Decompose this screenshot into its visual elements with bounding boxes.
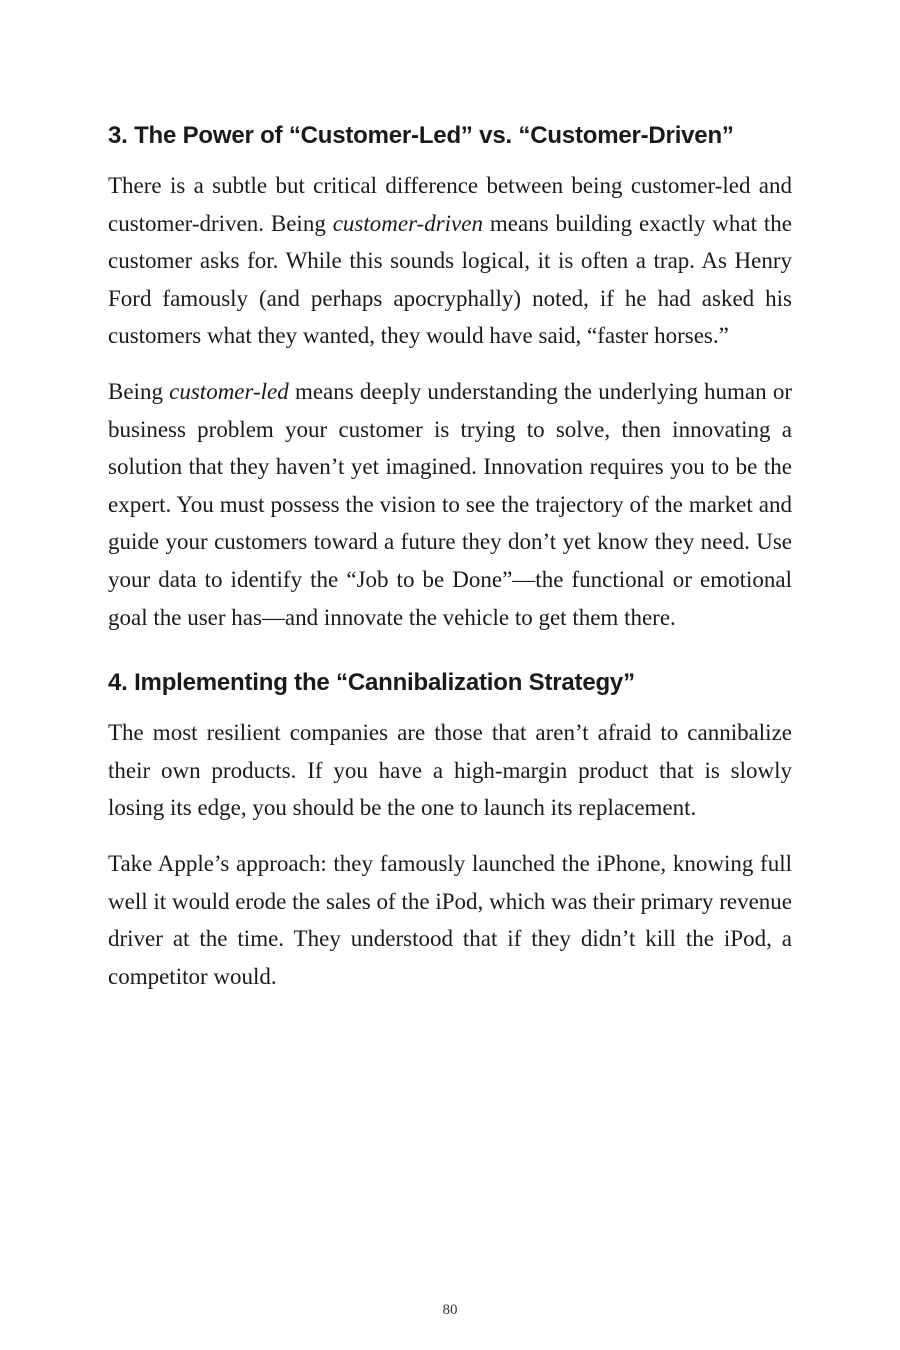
page-body bbox=[108, 120, 792, 1013]
paragraph-text: There is a subtle but critical difference between being customer-led and customer-driven. Being bbox=[108, 173, 792, 236]
section-4-heading: 4. Implementing the “Cannibalization Strategy” bbox=[108, 669, 635, 697]
section-3-paragraph-1 bbox=[108, 167, 792, 355]
section-3-paragraph-2 bbox=[108, 373, 792, 636]
emphasis-customer-led: customer-led bbox=[169, 378, 289, 404]
emphasis-customer-driven: customer-driven bbox=[332, 210, 483, 236]
section-4-paragraph-1: The most resilient companies are those that aren’t afraid to cannibalize their own products. If you have a high-margin product that is slowly losing its edge, you should be the one to launch its replacement. bbox=[108, 720, 792, 821]
section-3-heading: 3. The Power of “Customer-Led” vs. “Customer-Driven” bbox=[108, 122, 734, 149]
section-4-paragraph-2: Take Apple’s approach: they famously launched the iPhone, knowing full well it would erode the sales of the iPod, which was their primary revenue driver at the time. They understood that if they didn’t kill the iPod, a competitor would. bbox=[108, 850, 792, 989]
paragraph-text: Being bbox=[108, 378, 170, 404]
paragraph-text: means deeply understanding the underlying human or business problem your customer is trying to solve, then innovating a solution that they haven’t yet imagined. Innovation requires you to be the expert. You must possess the vision to see the trajectory of the market and guide your customers toward a future they don’t yet know they need. Use your data to identify the “Job to be Done”—the functional or emotional goal the user has—and innovate the vehicle to get them there. bbox=[108, 378, 792, 630]
paragraph-text: means building exactly what the customer asks for. While this sounds logical, it is often a trap. As Henry Ford famously (and perhaps apocryphally) noted, if he had asked his customers what they wanted, they would have said, “faster horses.” bbox=[108, 210, 792, 349]
page-number: 80 bbox=[442, 1302, 458, 1318]
